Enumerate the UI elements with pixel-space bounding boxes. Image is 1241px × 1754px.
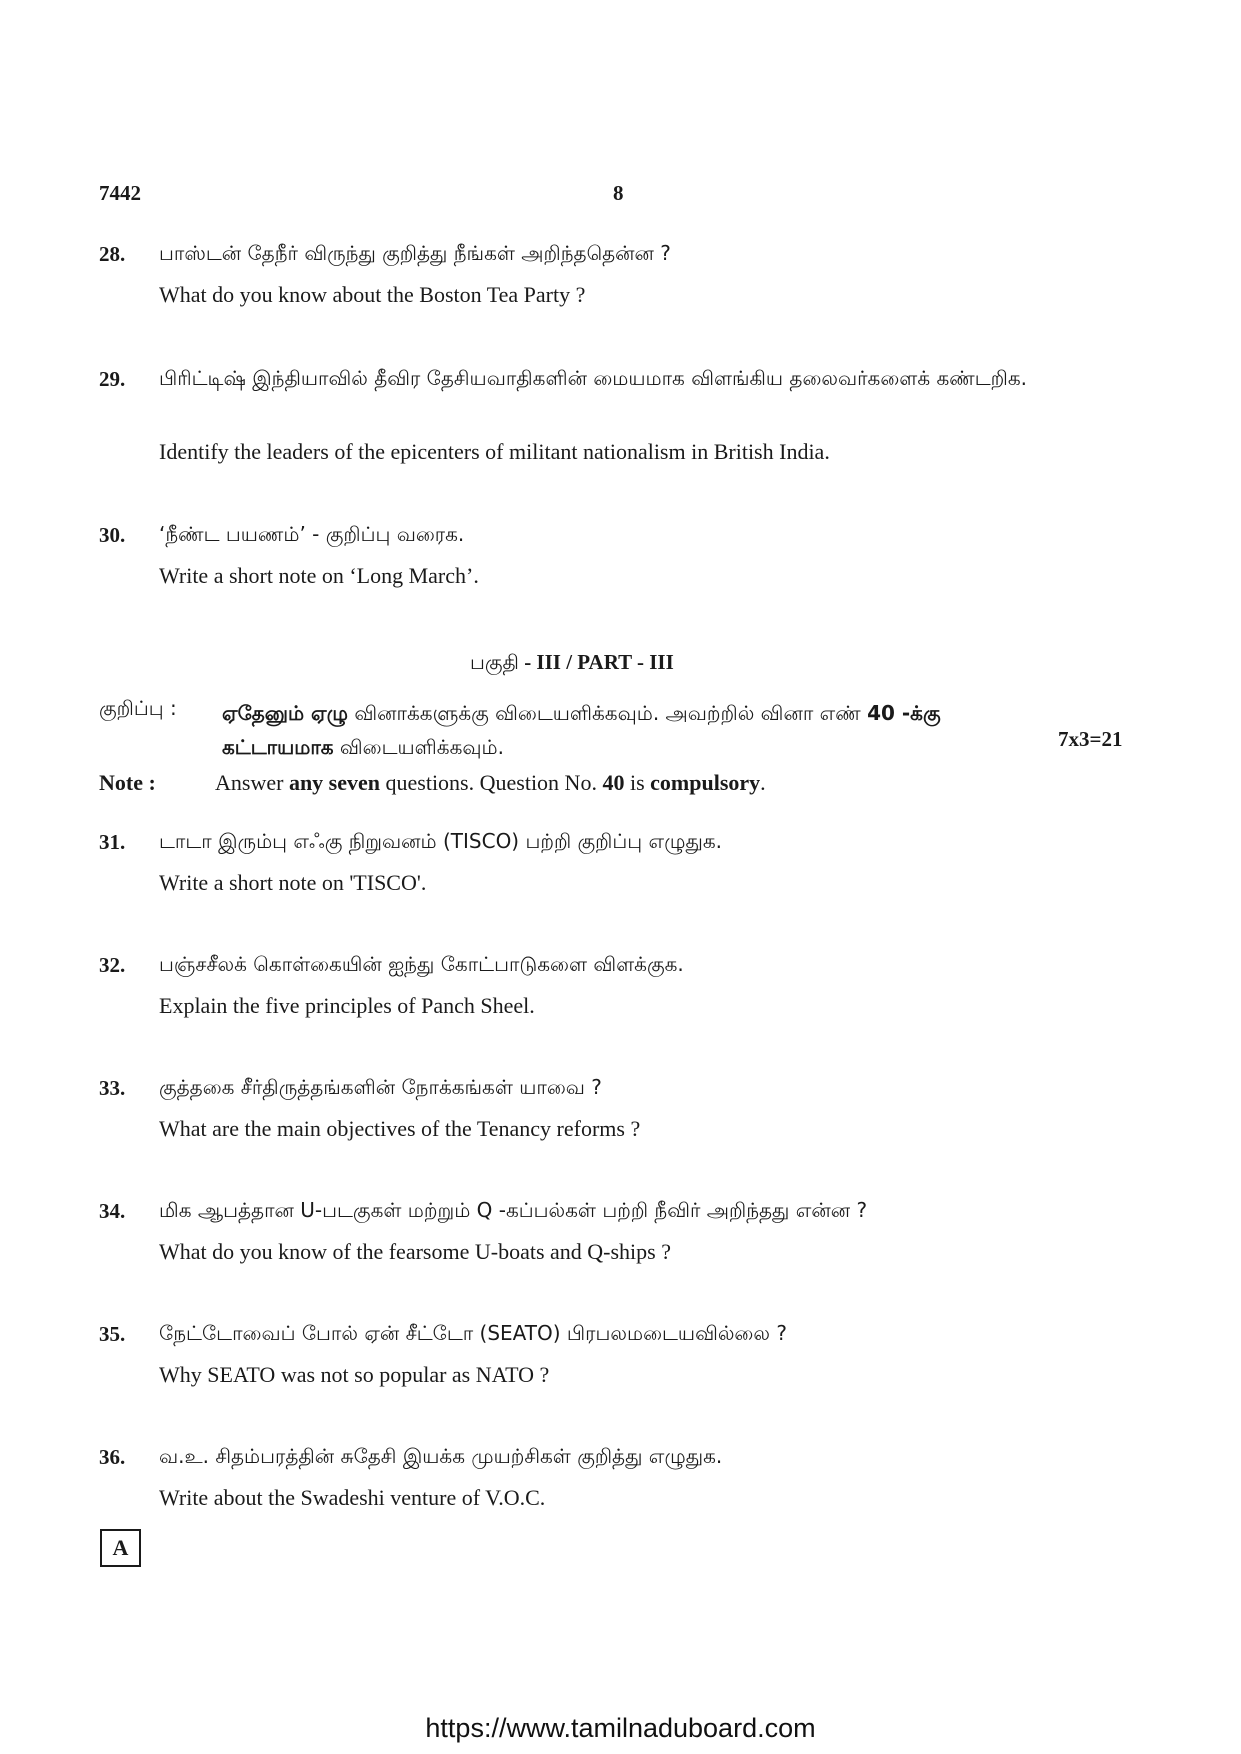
note-tamil-compulsory: கட்டாயமாக <box>222 735 334 759</box>
note-tamil-fragment: விடையளிக்கவும். <box>333 735 504 759</box>
question-text-tamil: குத்தகை சீர்திருத்தங்களின் நோக்கங்கள் யாவை ? <box>159 1075 602 1099</box>
question-text-english: Why SEATO was not so popular as NATO ? <box>159 1362 550 1387</box>
question-text-english: What do you know about the Boston Tea Party ? <box>159 282 586 307</box>
question-number: 30. <box>99 523 126 547</box>
question-number: 31. <box>99 830 126 854</box>
question-number: 36. <box>99 1445 126 1469</box>
footer-url[interactable]: https://www.tamilnaduboard.com <box>425 1713 816 1743</box>
question-text-english: Write a short note on 'TISCO'. <box>159 870 427 895</box>
note-tamil-question-ref: 40 -க்கு <box>867 701 941 725</box>
note-english-fragment: is <box>624 770 651 795</box>
part-heading-tamil: பகுதி <box>470 650 519 674</box>
question-number: 34. <box>99 1199 126 1223</box>
question-text-english: Identify the leaders of the epicenters of militant nationalism in British India. <box>159 439 830 464</box>
question-text-tamil: பிரிட்டிஷ் இந்தியாவில் தீவிர தேசியவாதிகளின் மையமாக விளங்கிய தலைவர்களைக் கண்டறிக. <box>159 366 1027 390</box>
question-text-english: What do you know of the fearsome U-boats and Q-ships ? <box>159 1239 671 1264</box>
note-english-fragment: Answer <box>215 770 289 795</box>
note-english-compulsory: compulsory <box>650 770 761 795</box>
note-tamil-fragment: வினாக்களுக்கு விடையளிக்கவும். அவற்றில் வினா எண் <box>348 701 868 725</box>
note-tamil-emphasis: ஏதேனும் ஏழு <box>222 701 348 725</box>
part-heading-english: - III / PART - III <box>518 650 674 674</box>
question-text-tamil: டாடா இரும்பு எஃகு நிறுவனம் (TISCO) பற்றி குறிப்பு எழுதுக. <box>159 829 722 853</box>
note-tamil-label: குறிப்பு : <box>99 696 177 720</box>
note-english-emphasis: any seven <box>288 770 380 795</box>
note-tamil-text <box>222 696 1102 764</box>
question-number: 33. <box>99 1076 126 1100</box>
question-text-english: Explain the five principles of Panch Sheel. <box>159 993 535 1018</box>
note-english-question-ref: 40 <box>602 770 625 795</box>
question-number: 32. <box>99 953 126 977</box>
marks-allocation: 7x3=21 <box>1058 727 1123 751</box>
question-text-tamil: நேட்டோவைப் போல் ஏன் சீட்டோ (SEATO) பிரபலமடையவில்லை ? <box>159 1321 787 1345</box>
question-text-english: Write a short note on ‘Long March’. <box>159 563 479 588</box>
question-number: 28. <box>99 242 126 266</box>
question-text-tamil: பாஸ்டன் தேநீர் விருந்து குறித்து நீங்கள் அறிந்ததென்ன ? <box>159 241 671 265</box>
question-text-tamil: வ.உ. சிதம்பரத்தின் சுதேசி இயக்க முயற்சிகள் குறித்து எழுதுக. <box>159 1444 723 1468</box>
question-text-tamil: மிக ஆபத்தான U-படகுகள் மற்றும் Q -கப்பல்கள் பற்றி நீவிர் அறிந்தது என்ன ? <box>159 1198 868 1222</box>
question-number: 35. <box>99 1322 126 1346</box>
note-english-text <box>215 770 766 796</box>
paper-code: 7442 <box>99 181 141 205</box>
question-text-tamil: ‘நீண்ட பயணம்’ - குறிப்பு வரைக. <box>159 522 465 546</box>
series-box: A <box>100 1529 141 1567</box>
page-number: 8 <box>613 181 624 205</box>
note-english-fragment: . <box>760 770 766 795</box>
question-number: 29. <box>99 367 126 391</box>
question-text-english: What are the main objectives of the Tenancy reforms ? <box>159 1116 641 1141</box>
note-english-fragment: questions. Question No. <box>380 770 603 795</box>
question-text-tamil: பஞ்சசீலக் கொள்கையின் ஐந்து கோட்பாடுகளை விளக்குக. <box>159 952 684 976</box>
note-english-label: Note : <box>99 770 156 795</box>
question-text-english: Write about the Swadeshi venture of V.O.C. <box>159 1485 546 1510</box>
part-heading <box>470 650 674 677</box>
